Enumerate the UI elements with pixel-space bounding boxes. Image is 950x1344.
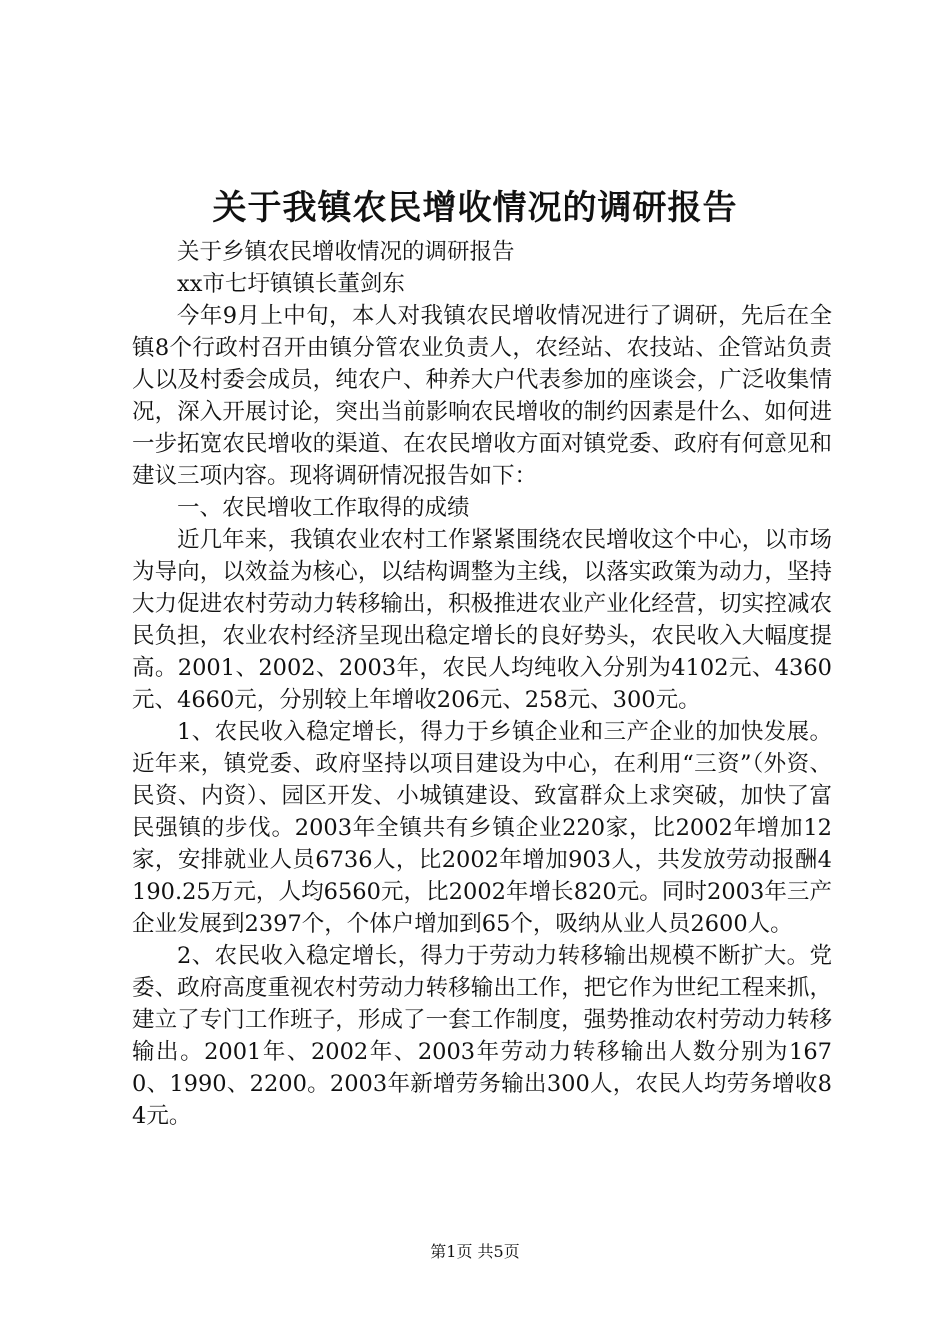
paragraph-overview: 近几年来，我镇农业农村工作紧紧围绕农民增收这个中心，以市场为导向，以效益为核心，以结构调整为主线，以落实政策为动力，坚持大力促进农村劳动力转移输出，积极推进农业产业化经营，切实控减农民负担，农业农村经济呈现出稳定增长的良好势头，农民收入大幅度提高。2001、2002、2003年，农民人均纯收入分别为4102元、4360元、4660元，分别较上年增收206元、258元、300元。 [132, 527, 832, 713]
document-body [132, 236, 832, 1132]
paragraph-intro: 今年9月上中旬，本人对我镇农民增收情况进行了调研，先后在全镇8个行政村召开由镇分管农业负责人，农经站、农技站、企管站负责人以及村委会成员，纯农户、种养大户代表参加的座谈会，广泛收集情况，深入开展讨论，突出当前影响农民增收的制约因素是什么、如何进一步拓宽农民增收的渠道、在农民增收方面对镇党委、政府有何意见和建议三项内容。现将调研情况报告如下： [132, 303, 832, 489]
paragraph-point-2: 2、农民收入稳定增长，得力于劳动力转移输出规模不断扩大。党委、政府高度重视农村劳动力转移输出工作，把它作为世纪工程来抓，建立了专门工作班子，形成了一套工作制度，强势推动农村劳动力转移输出。2001年、2002年、2003年劳动力转移输出人数分别为1670、1990、2200。2003年新增劳务输出300人，农民人均劳务增收84元。 [132, 943, 832, 1129]
page-footer: 第1页 共5页 [430, 1242, 520, 1261]
section-heading: 一、农民增收工作取得的成绩 [177, 495, 470, 521]
paragraph-subtitle: 关于乡镇农民增收情况的调研报告 [177, 239, 515, 265]
document-title: 关于我镇农民增收情况的调研报告 [212, 188, 738, 228]
paragraph-author: xx市七圩镇镇长董剑东 [177, 271, 405, 297]
paragraph-point-1: 1、农民收入稳定增长，得力于乡镇企业和三产企业的加快发展。近年来，镇党委、政府坚持以项目建设为中心，在利用“三资”（外资、民资、内资）、园区开发、小城镇建设、致富群众上求突破，加快了富民强镇的步伐。2003年全镇共有乡镇企业220家，比2002年增加12家，安排就业人员6736人，比2002年增加903人，共发放劳动报酬4190.25万元，人均6560元，比2002年增长820元。同时2003年三产企业发展到2397个，个体户增加到65个，吸纳从业人员2600人。 [132, 719, 832, 937]
